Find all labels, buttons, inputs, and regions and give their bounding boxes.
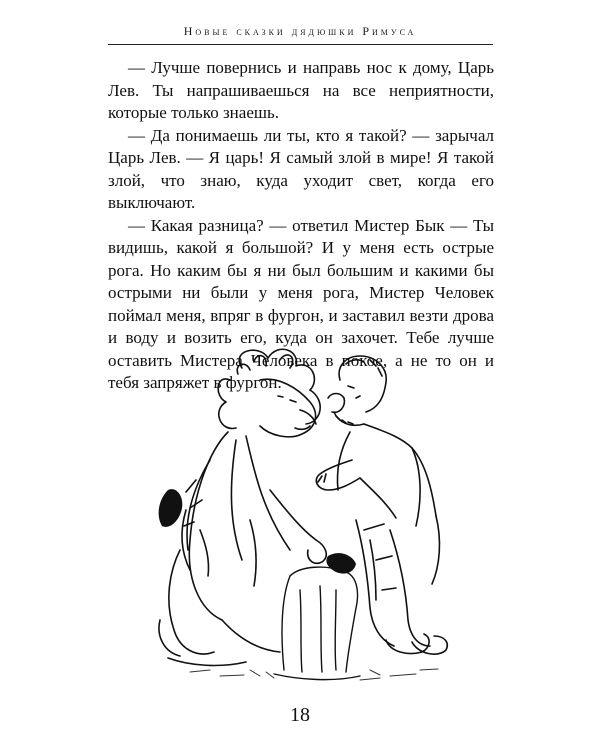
running-header: Новые сказки дядюшки Римуса [183, 24, 417, 38]
lion-shadow-patch [159, 489, 183, 527]
paragraph: — Какая разница? — ответил Мистер Бык — Ты видишь, какой я большой? И у меня есть острые рога. Но каким бы я ни был большим и какими бы острыми ни были у меня рога, Мистер Человек поймал меня, впряг в фургон, и заставил везти дрова и воду и возить его, куда он захочет. Тебе лучше оставить Мистера Человека в покое, а не то он и тебя запряжет в фургон. [108, 215, 494, 392]
header-divider [108, 44, 493, 45]
lion-and-man-illustration [150, 340, 470, 695]
paragraph: — Да понимаешь ли ты, кто я такой? — зарычал Царь Лев. — Я царь! Я самый злой в мире! Я такой злой, что знаю, куда уходит свет, когда его выключают. [108, 125, 494, 212]
ground-strokes [190, 669, 438, 680]
page-number: 18 [290, 704, 310, 726]
tree-stump [274, 567, 360, 680]
paragraph: — Лучше повернись и направь нос к дому, Царь Лев. Ты напрашиваешься на все неприятности, которые только знаешь. [108, 58, 494, 122]
hands-on-stump [326, 553, 356, 573]
